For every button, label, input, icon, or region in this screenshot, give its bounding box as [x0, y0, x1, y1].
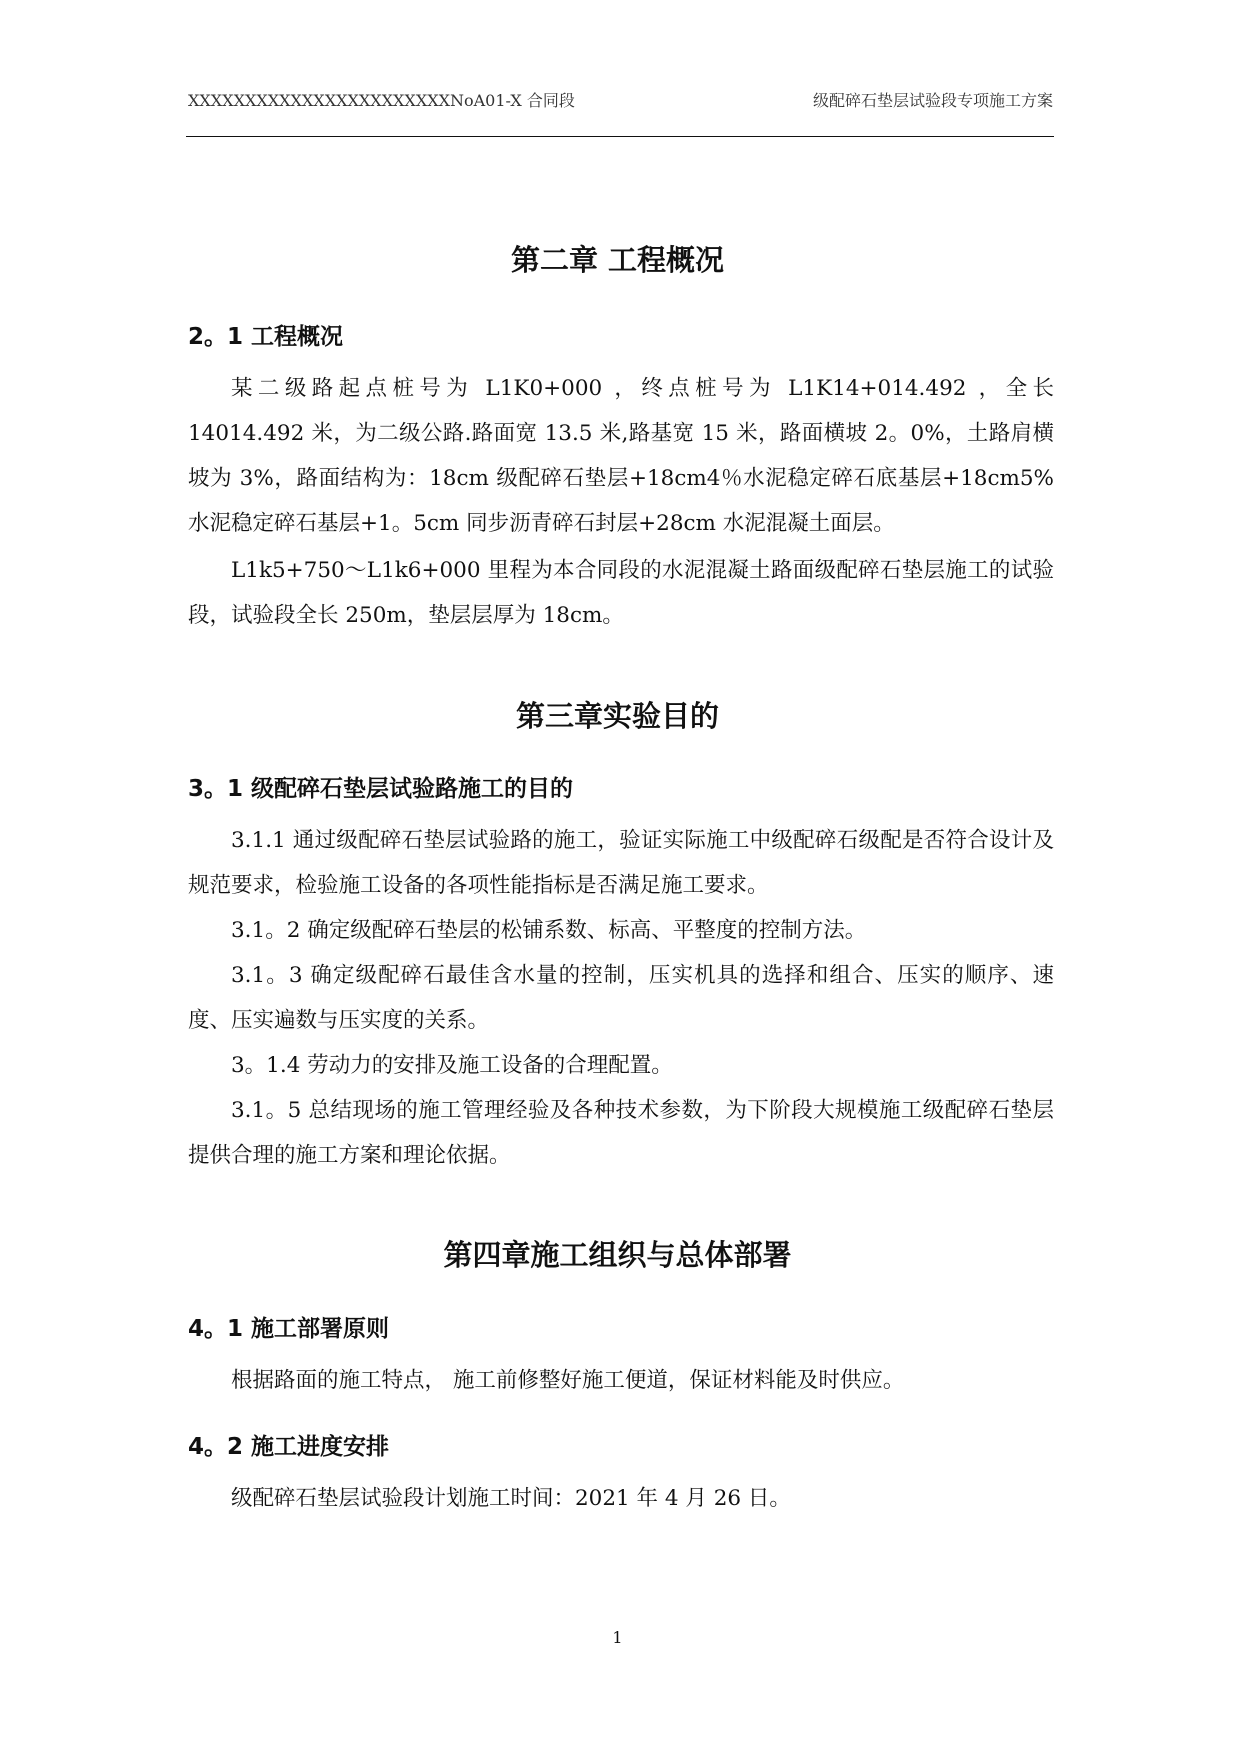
- section-4-1-heading: 4。1 施工部署原则: [188, 1316, 390, 1342]
- section-3-1-heading: 3。1 级配碎石垫层试验路施工的目的: [188, 776, 574, 802]
- item-3-1-2: 3.1。2 确定级配碎石垫层的松铺系数、标高、平整度的控制方法。: [231, 918, 867, 943]
- header-divider: [186, 136, 1054, 137]
- section-2-1-paragraph-1: 某二级路起点桩号为 L1K0+000 ，终点桩号为 L1K14+014.492 ，全长14014.492 米，为二级公路.路面宽 13.5 米,路基宽 15 米，路面横坡 2。0%，土路肩横坡为 3%，路面结构为：18cm 级配碎石垫层+18cm4％水泥稳定碎石底基层+18cm5%水泥稳定碎石基层+1。5cm 同步沥青碎石封层+28cm 水泥混凝土面层。: [188, 376, 1054, 536]
- section-4-1-paragraph: 根据路面的施工特点， 施工前修整好施工便道，保证材料能及时供应。: [231, 1368, 905, 1393]
- header-document-title: 级配碎石垫层试验段专项施工方案: [812, 91, 1053, 110]
- item-3-1-1: 3.1.1 通过级配碎石垫层试验路的施工，验证实际施工中级配碎石级配是否符合设计及规范要求，检验施工设备的各项性能指标是否满足施工要求。: [188, 828, 1054, 898]
- chapter-4-heading: 第四章施工组织与总体部署: [443, 1238, 792, 1272]
- chapter-2-heading: 第二章 工程概况: [510, 243, 725, 277]
- item-3-1-5: 3.1。5 总结现场的施工管理经验及各种技术参数，为下阶段大规模施工级配碎石垫层提供合理的施工方案和理论依据。: [188, 1098, 1054, 1168]
- section-2-1-paragraph-2: L1k5+750～L1k6+000 里程为本合同段的水泥混凝土路面级配碎石垫层施工的试验段，试验段全长 250m，垫层层厚为 18cm。: [188, 558, 1054, 628]
- section-2-1-heading: 2。1 工程概况: [188, 324, 344, 350]
- page-number: 1: [612, 1628, 623, 1647]
- header-contract-label: XXXXXXXXXXXXXXXXXXXXXXXNoA01-X 合同段: [188, 91, 575, 110]
- item-3-1-4: 3。1.4 劳动力的安排及施工设备的合理配置。: [231, 1053, 673, 1078]
- section-4-2-heading: 4。2 施工进度安排: [188, 1434, 390, 1460]
- section-4-2-paragraph: 级配碎石垫层试验段计划施工时间：2021 年 4 月 26 日。: [231, 1486, 791, 1511]
- item-3-1-3: 3.1。3 确定级配碎石最佳含水量的控制，压实机具的选择和组合、压实的顺序、速度、压实遍数与压实度的关系。: [188, 963, 1054, 1033]
- chapter-3-heading: 第三章实验目的: [515, 699, 719, 733]
